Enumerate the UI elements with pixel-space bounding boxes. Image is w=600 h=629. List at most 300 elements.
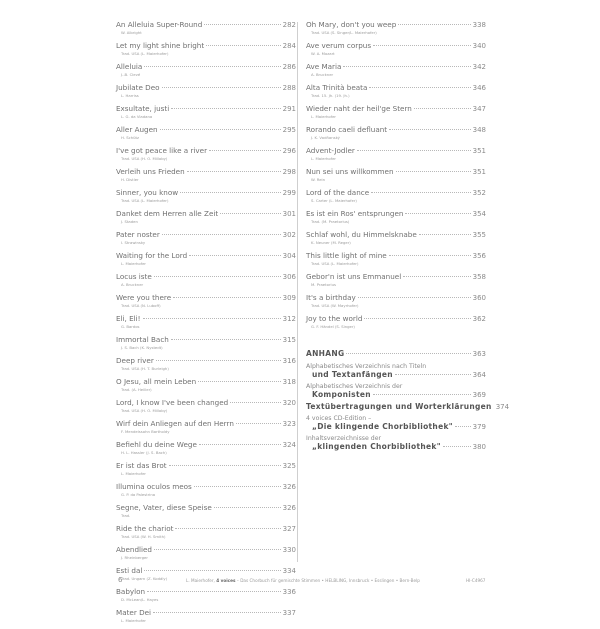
- entry-title-line: [116, 104, 296, 114]
- entry-title: Segne, Vater, diese Speise: [116, 503, 212, 512]
- entry-title: Er ist das Brot: [116, 461, 167, 470]
- entry-page: 320: [282, 399, 296, 407]
- entry-composer: G. P. da Palestrina: [121, 492, 156, 497]
- entry-page: 360: [472, 294, 486, 302]
- page-footer: [0, 578, 600, 590]
- entry-title-line: [116, 272, 296, 282]
- entry-page: 330: [282, 546, 296, 554]
- entry-composer: L. Maierhofer: [121, 618, 146, 623]
- toc-entry[interactable]: [116, 503, 296, 524]
- entry-title: Pater noster: [116, 230, 160, 239]
- entry-title-line: [306, 272, 486, 282]
- leader-dots: [419, 234, 471, 235]
- appendix-entry-line1: Alphabetisches Verzeichnis nach Titeln: [306, 363, 427, 370]
- entry-title-line: [116, 377, 296, 387]
- entry-composer: Trad. USA (N. Luboff): [121, 303, 161, 308]
- leader-dots: [144, 66, 280, 67]
- entry-title: Verleih uns Frieden: [116, 167, 185, 176]
- leader-dots: [346, 353, 470, 354]
- entry-title-line: [306, 20, 486, 30]
- entry-composer: G. F. Händel (S. Singer): [311, 324, 355, 329]
- entry-title-line: [116, 20, 296, 30]
- entry-page: 346: [472, 84, 486, 92]
- appendix-entry-title: Textübertragungen und Worterklärungen: [306, 402, 492, 411]
- entry-composer: W. Rein: [311, 177, 325, 182]
- entry-title-line: [116, 251, 296, 261]
- entry-title-line: [306, 125, 486, 135]
- leader-dots: [373, 45, 471, 46]
- entry-page: 334: [282, 567, 296, 575]
- appendix-entry-page: 380: [472, 443, 486, 451]
- entry-title-line: [116, 167, 296, 177]
- entry-page: 351: [472, 168, 486, 176]
- appendix-entry-line2: [306, 443, 486, 451]
- leader-dots: [171, 108, 280, 109]
- entry-title-line: [306, 314, 486, 324]
- toc-entry[interactable]: [116, 104, 296, 125]
- toc-entry[interactable]: [116, 167, 296, 188]
- entry-title-line: [306, 62, 486, 72]
- entry-page: 318: [282, 378, 296, 386]
- toc-entry[interactable]: [116, 461, 296, 482]
- leader-dots: [169, 465, 281, 466]
- toc-right-entries: [306, 20, 486, 335]
- entry-title: Sinner, you know: [116, 188, 179, 197]
- entry-title-line: [116, 41, 296, 51]
- entry-title-line: [306, 146, 486, 156]
- entry-title-line: [116, 209, 296, 219]
- entry-title-line: [116, 314, 296, 324]
- appendix-entry[interactable]: [306, 415, 486, 431]
- entry-composer: A. Bruckner: [311, 72, 334, 77]
- entry-page: 323: [282, 420, 296, 428]
- entry-composer: L. Harriss: [121, 93, 139, 98]
- entry-composer: Trad. USA (H. T. Burleigh): [121, 366, 169, 371]
- entry-title: Ave verum corpus: [306, 41, 372, 50]
- toc-entry[interactable]: [306, 293, 486, 314]
- entry-page: 312: [282, 315, 296, 323]
- entry-page: 295: [282, 126, 296, 134]
- entry-page: 291: [282, 105, 296, 113]
- toc-entry[interactable]: [306, 125, 486, 146]
- entry-title: Alleluia: [116, 62, 143, 71]
- credit-book-title: 4 voices: [216, 578, 236, 583]
- leader-dots: [373, 394, 471, 395]
- toc-entry[interactable]: [116, 41, 296, 62]
- entry-title: An Alleluia Super-Round: [116, 20, 203, 29]
- entry-page: 347: [472, 105, 486, 113]
- entry-page: 288: [282, 84, 296, 92]
- entry-title-line: [306, 104, 486, 114]
- entry-composer: Trad. (A. Heiller): [121, 387, 152, 392]
- entry-page: 284: [282, 42, 296, 50]
- toc-entry[interactable]: [116, 209, 296, 230]
- appendix-entry-line2: [306, 402, 510, 411]
- leader-dots: [147, 591, 281, 592]
- appendix-entry-page: 374: [495, 403, 510, 411]
- entry-composer: L. Maierhofer: [311, 156, 336, 161]
- footer-credit: [186, 578, 420, 583]
- entry-composer: Trad. (M. Praetorius): [311, 219, 350, 224]
- leader-dots: [171, 339, 281, 340]
- entry-title: Advent-Jodler: [306, 146, 355, 155]
- appendix-entry[interactable]: [306, 435, 486, 451]
- leader-dots: [220, 213, 280, 214]
- leader-dots: [396, 171, 471, 172]
- leader-dots: [194, 486, 281, 487]
- entry-composer: Trad. USA (L. Maierhofer): [121, 51, 169, 56]
- toc-entry[interactable]: [116, 83, 296, 104]
- leader-dots: [206, 45, 280, 46]
- appendix-entry[interactable]: [306, 383, 486, 399]
- appendix-heading-line[interactable]: [306, 349, 486, 359]
- leader-dots: [414, 108, 471, 109]
- entry-composer: W. A. Mozart: [311, 51, 335, 56]
- leader-dots: [153, 612, 281, 613]
- toc-entry[interactable]: [306, 209, 486, 230]
- entry-page: 352: [472, 189, 486, 197]
- entry-title: Eli, Eli!: [116, 314, 141, 323]
- entry-page: 337: [282, 609, 296, 617]
- entry-title-line: [116, 461, 296, 471]
- entry-page: 336: [282, 588, 296, 596]
- entry-composer: L. G. da Viadana: [121, 114, 153, 119]
- toc-entry[interactable]: [116, 419, 296, 440]
- entry-composer: J. K. Vodňanský: [311, 135, 340, 140]
- toc-right-column: [306, 20, 510, 455]
- entry-composer: L. Maierhofer: [311, 114, 336, 119]
- entry-title: Alta Trinità beata: [306, 83, 368, 92]
- toc-entry[interactable]: [306, 251, 486, 272]
- entry-title: Wieder naht der heil'ge Stern: [306, 104, 412, 113]
- toc-entry[interactable]: [306, 230, 486, 251]
- leader-dots: [180, 192, 281, 193]
- entry-page: 324: [282, 441, 296, 449]
- entry-page: 302: [282, 231, 296, 239]
- entry-title-line: [116, 608, 296, 618]
- entry-page: 326: [282, 504, 296, 512]
- appendix-entry-line2: [306, 423, 486, 431]
- entry-title-line: [306, 230, 486, 240]
- toc-entry[interactable]: [116, 482, 296, 503]
- entry-title: Es ist ein Ros' entsprungen: [306, 209, 404, 218]
- entry-title: Lord, I know I've been changed: [116, 398, 229, 407]
- entry-composer: D. McLean/L. Hayes: [121, 597, 159, 602]
- credit-prefix: L. Maierhofer,: [186, 578, 217, 583]
- toc-entry[interactable]: [306, 104, 486, 125]
- appendix-entry-line1: 4 voices CD-Edition –: [306, 415, 372, 422]
- leader-dots: [187, 171, 281, 172]
- entry-page: 348: [472, 126, 486, 134]
- entry-title: Let my light shine bright: [116, 41, 205, 50]
- entry-page: 355: [472, 231, 486, 239]
- entry-title-line: [306, 188, 486, 198]
- entry-page: 327: [282, 525, 296, 533]
- entry-title-line: [116, 188, 296, 198]
- entry-title-line: [306, 209, 486, 219]
- entry-title: O Jesu, all mein Leben: [116, 377, 197, 386]
- entry-title: Wirf dein Anliegen auf den Herrn: [116, 419, 234, 428]
- leader-dots: [395, 374, 471, 375]
- appendix-entry-page: 379: [472, 423, 486, 431]
- entry-page: 286: [282, 63, 296, 71]
- toc-entry[interactable]: [116, 314, 296, 335]
- entry-composer: K. Neuner (M. Reger): [311, 240, 351, 245]
- entry-title-line: [116, 398, 296, 408]
- leader-dots: [144, 570, 280, 571]
- entry-title-line: [306, 83, 486, 93]
- entry-composer: S. Carter (L. Maierhofer): [311, 198, 357, 203]
- entry-composer: H. L. Hassler (J. S. Bach): [121, 450, 167, 455]
- entry-composer: J. Rheinberger: [121, 555, 148, 560]
- leader-dots: [343, 66, 470, 67]
- entry-title-line: [116, 524, 296, 534]
- appendix-entry[interactable]: [306, 402, 510, 411]
- leader-dots: [398, 24, 470, 25]
- entry-title: Nun sei uns willkommen: [306, 167, 394, 176]
- toc-entry[interactable]: [306, 167, 486, 188]
- entry-title: Joy to the world: [306, 314, 363, 323]
- entry-composer: Trad. USA (L. Maierhofer): [121, 198, 169, 203]
- entry-page: 358: [472, 273, 486, 281]
- entry-page: 326: [282, 483, 296, 491]
- entry-title: It's a birthday: [306, 293, 356, 302]
- leader-dots: [389, 255, 471, 256]
- entry-title: Abendlied: [116, 545, 152, 554]
- entry-title-line: [116, 482, 296, 492]
- entry-composer: Trad. 15. Jh. (19. Jh.): [311, 93, 350, 98]
- toc-entry[interactable]: [116, 398, 296, 419]
- leader-dots: [369, 87, 470, 88]
- entry-title-line: [306, 251, 486, 261]
- toc-entry[interactable]: [306, 41, 486, 62]
- toc-entry[interactable]: [116, 125, 296, 146]
- leader-dots: [403, 276, 470, 277]
- entry-title: Waiting for the Lord: [116, 251, 188, 260]
- appendix-entry-page: 369: [472, 391, 486, 399]
- appendix-entry-line2: [306, 391, 486, 399]
- entry-composer: Trad.: [121, 513, 131, 518]
- appendix-page: 363: [472, 350, 486, 358]
- entry-composer: F. Mendelssohn Bartholdy: [121, 429, 170, 434]
- toc-entry[interactable]: [116, 356, 296, 377]
- entry-composer: M. Praetorius: [311, 282, 336, 287]
- entry-composer: Trad. USA (W. Mayrhofer): [311, 303, 359, 308]
- entry-title: Ride the chariot: [116, 524, 174, 533]
- entry-title-line: [116, 440, 296, 450]
- entry-title: Immortal Bach: [116, 335, 169, 344]
- leader-dots: [357, 150, 471, 151]
- leader-dots: [189, 255, 280, 256]
- page-number: 6: [118, 576, 123, 584]
- leader-dots: [204, 24, 280, 25]
- appendix-entry-title: „Die klingende Chorbibliothek": [312, 422, 453, 431]
- leader-dots: [154, 549, 281, 550]
- entry-page: 315: [282, 336, 296, 344]
- entry-page: 354: [472, 210, 486, 218]
- entry-page: 304: [282, 252, 296, 260]
- entry-title: Gebor'n ist uns Emmanuel: [306, 272, 402, 281]
- entry-title-line: [116, 293, 296, 303]
- entry-title-line: [116, 83, 296, 93]
- entry-composer: J. Staden: [121, 219, 138, 224]
- entry-composer: W. Albright: [121, 30, 142, 35]
- entry-title: Jubilate Deo: [116, 83, 160, 92]
- entry-page: 282: [282, 21, 296, 29]
- toc-entry[interactable]: [306, 314, 486, 335]
- entry-title: Lord of the dance: [306, 188, 370, 197]
- leader-dots: [173, 297, 281, 298]
- toc-entry[interactable]: [116, 272, 296, 293]
- entry-composer: L. Maierhofer: [121, 471, 146, 476]
- toc-entry[interactable]: [116, 608, 296, 629]
- leader-dots: [364, 318, 470, 319]
- entry-title-line: [306, 167, 486, 177]
- entry-title-line: [116, 335, 296, 345]
- entry-title: Illumina oculos meos: [116, 482, 192, 491]
- entry-composer: Trad. USA (W. H. Smith): [121, 534, 166, 539]
- toc-entry[interactable]: [116, 293, 296, 314]
- appendix-heading: ANHANG: [306, 349, 345, 358]
- leader-dots: [371, 192, 470, 193]
- toc-entry[interactable]: [116, 146, 296, 167]
- leader-dots: [405, 213, 470, 214]
- toc-entry[interactable]: [116, 230, 296, 251]
- toc-entry[interactable]: [306, 20, 486, 41]
- entry-title: Schlaf wohl, du Himmelsknabe: [306, 230, 417, 239]
- toc-entry[interactable]: [306, 146, 486, 167]
- entry-page: 342: [472, 63, 486, 71]
- toc-entry[interactable]: [306, 83, 486, 104]
- leader-dots: [358, 297, 471, 298]
- entry-title-line: [306, 41, 486, 51]
- entry-composer: H. Schütz: [121, 135, 139, 140]
- entry-page: 338: [472, 21, 486, 29]
- entry-page: 362: [472, 315, 486, 323]
- appendix-entry-line2: [306, 371, 486, 379]
- entry-page: 296: [282, 147, 296, 155]
- leader-dots: [143, 318, 281, 319]
- entry-page: 299: [282, 189, 296, 197]
- entry-title: Esti dal: [116, 566, 143, 575]
- entry-title: Befiehl du deine Wege: [116, 440, 197, 449]
- leader-dots: [230, 402, 280, 403]
- entry-composer: I. Strawinsky: [121, 240, 146, 245]
- entry-title-line: [116, 545, 296, 555]
- leader-dots: [443, 446, 471, 447]
- appendix-entry-page: 364: [472, 371, 486, 379]
- entry-title: Rorando caeli defluant: [306, 125, 388, 134]
- entry-composer: Trad. Ungarn (Z. Kodály): [121, 576, 168, 581]
- leader-dots: [154, 276, 281, 277]
- entry-title-line: [116, 566, 296, 576]
- entry-composer: Trad. USA (L. Maierhofer): [311, 261, 359, 266]
- entry-composer: Trad. USA (S. Singer/L. Maierhofer): [311, 30, 377, 35]
- leader-dots: [236, 423, 281, 424]
- entry-page: 298: [282, 168, 296, 176]
- entry-title: Were you there: [116, 293, 172, 302]
- toc-entry[interactable]: [116, 20, 296, 41]
- appendix-entry-title: „klingenden Chorbibliothek": [312, 442, 441, 451]
- entry-title: Exsultate, justi: [116, 104, 170, 113]
- toc-entry[interactable]: [116, 587, 296, 608]
- entry-page: 340: [472, 42, 486, 50]
- entry-composer: G. Bardos: [121, 324, 140, 329]
- entry-title-line: [116, 125, 296, 135]
- entry-title-line: [116, 503, 296, 513]
- entry-page: 306: [282, 273, 296, 281]
- toc-entry[interactable]: [116, 524, 296, 545]
- leader-dots: [162, 87, 281, 88]
- entry-title: Aller Augen: [116, 125, 158, 134]
- leader-dots: [455, 426, 471, 427]
- leader-dots: [199, 444, 281, 445]
- entry-title: Deep river: [116, 356, 154, 365]
- toc-entry[interactable]: [116, 335, 296, 356]
- entry-title: Danket dem Herren alle Zeit: [116, 209, 219, 218]
- entry-composer: J. S. Bach (K. Nystedt): [121, 345, 163, 350]
- entry-page: 356: [472, 252, 486, 260]
- leader-dots: [175, 528, 280, 529]
- entry-title-line: [306, 293, 486, 303]
- credit-suffix: – Das Chorbuch für gemischte Stimmen • HELBLING, Innsbruck • Esslingen • Bern-Belp: [235, 578, 420, 583]
- entry-page: 316: [282, 357, 296, 365]
- appendix-items: [306, 363, 510, 451]
- toc-entry[interactable]: [306, 62, 486, 83]
- toc-entry[interactable]: [116, 377, 296, 398]
- appendix-entry-line1: Alphabetisches Verzeichnis der: [306, 383, 403, 390]
- leader-dots: [156, 360, 281, 361]
- entry-title: This little light of mine: [306, 251, 387, 260]
- leader-dots: [209, 150, 281, 151]
- toc-entry[interactable]: [116, 545, 296, 566]
- entry-title-line: [116, 356, 296, 366]
- entry-composer: H. Distler: [121, 177, 139, 182]
- entry-title: I've got peace like a river: [116, 146, 208, 155]
- appendix-section: [306, 349, 510, 451]
- entry-composer: L. Maierhofer: [121, 261, 146, 266]
- leader-dots: [160, 129, 281, 130]
- entry-composer: J.-B. Clevé: [121, 72, 141, 77]
- entry-composer: Trad. USA (H. O. Milloby): [121, 156, 168, 161]
- entry-title-line: [116, 230, 296, 240]
- toc-entry[interactable]: [306, 188, 486, 209]
- appendix-entry[interactable]: [306, 363, 486, 379]
- column-divider: [297, 22, 298, 562]
- entry-page: 351: [472, 147, 486, 155]
- entry-page: 301: [282, 210, 296, 218]
- leader-dots: [389, 129, 470, 130]
- entry-composer: A. Bruckner: [121, 282, 144, 287]
- entry-title: Babylon: [116, 587, 146, 596]
- entry-title: Mater Dei: [116, 608, 152, 617]
- entry-page: 325: [282, 462, 296, 470]
- leader-dots: [214, 507, 281, 508]
- toc-entry[interactable]: [306, 272, 486, 293]
- entry-title: Locus iste: [116, 272, 152, 281]
- toc-entry[interactable]: [116, 188, 296, 209]
- toc-entry[interactable]: [116, 440, 296, 461]
- appendix-entry-title: Komponisten: [312, 390, 371, 399]
- toc-entry[interactable]: [116, 62, 296, 83]
- appendix-entry-title: und Textanfängen: [312, 370, 393, 379]
- catalog-code: HI-C4967: [466, 578, 486, 583]
- entry-title-line: [116, 62, 296, 72]
- entry-title-line: [116, 146, 296, 156]
- entry-page: 309: [282, 294, 296, 302]
- toc-entry[interactable]: [116, 251, 296, 272]
- entry-composer: Trad. USA (H. O. Milloby): [121, 408, 168, 413]
